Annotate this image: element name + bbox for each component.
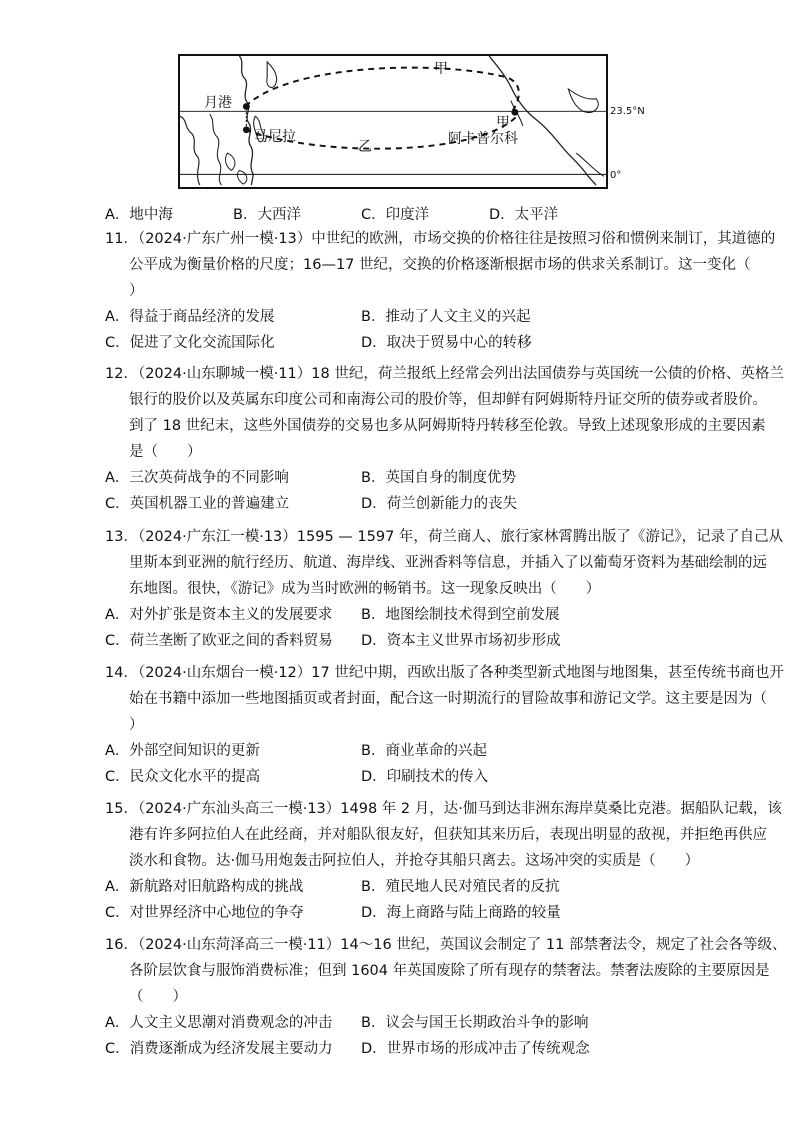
option-d: D．世界市场的形成冲击了传统观念	[361, 1041, 590, 1057]
question-line: 13．（2024·广东江一模·13）1595 — 1597 年，荷兰商人、旅行家林霄腾出版了《游记》，记录了自己从	[105, 529, 784, 545]
question-line: 12．（2024·山东聊城一模·11）18 世纪，荷兰报纸上经常会列出法国债券与英国统一公债的价格、英格兰	[105, 366, 784, 382]
option-b: B．地图绘制技术得到空前发展	[361, 607, 560, 623]
option-b: B．英国自身的制度优势	[361, 470, 516, 486]
map-drawing	[180, 56, 606, 187]
question-line: 14．（2024·山东烟台一模·12）17 世纪中期，西欧出版了各种类型新式地图与地图集，甚至传统书商也开	[105, 665, 784, 681]
option-a: A．对外扩张是资本主义的发展要求	[105, 607, 333, 623]
question-line: （ ）	[129, 989, 187, 1005]
route-jia	[245, 68, 518, 111]
option-d: D．海上商路与陆上商路的较量	[361, 905, 561, 921]
label-tropic: 23.5°N	[610, 106, 645, 117]
question-15	[105, 796, 782, 926]
option-a: A．外部空间知识的更新	[105, 743, 260, 759]
option-d: D．取决于贸易中心的转移	[361, 335, 532, 351]
q10-options	[105, 203, 665, 224]
question-line: 港有许多阿拉伯人在此经商，并对船队很友好，但获知其来历后，表现出明显的敌视，并拒绝再供应	[129, 827, 767, 843]
option-b: B．殖民地人民对殖民者的反抗	[361, 879, 560, 895]
yuegang-point	[243, 103, 250, 110]
option-c: C．消费逐渐成为经济发展主要动力	[105, 1041, 333, 1057]
option-d: D．荷兰创新能力的丧失	[361, 496, 518, 512]
question-line: ）	[129, 717, 144, 733]
question-line: 东地图。很快，《游记》成为当时欧洲的畅销书。这一现象反映出（ ）	[129, 581, 601, 597]
question-line: 11．（2024·广东广州一模·13）中世纪的欧洲，市场交换的价格往往是按照习俗和惯例来制订，其道德的	[105, 231, 776, 247]
question-line: ）	[129, 283, 144, 299]
label-route-jia-right: 甲	[496, 115, 510, 131]
question-16	[105, 932, 787, 1062]
question-line: 银行的股价以及英属东印度公司和南海公司的股价等，但却鲜有阿姆斯特丹证交所的债券或者股价。	[129, 392, 767, 408]
question-line: 始在书籍中添加一些地图插页或者封面，配合这一时期流行的冒险故事和游记文学。这主要是因为（	[129, 691, 767, 707]
question-line: 里斯本到亚洲的航行经历、航道、海岸线、亚洲香料等信息，并插入了以葡萄牙资料为基础绘制的远	[129, 555, 767, 571]
acapulco-point	[511, 109, 518, 116]
q10-option-a: A．地中海	[105, 207, 173, 223]
q10-option-c: C．印度洋	[361, 207, 430, 223]
option-a: A．得益于商品经济的发展	[105, 309, 275, 325]
option-b: B．推动了人文主义的兴起	[361, 309, 531, 325]
route-map	[178, 54, 608, 189]
question-13	[105, 524, 784, 654]
option-c: C．对世界经济中心地位的争夺	[105, 905, 304, 921]
option-b: B．商业革命的兴起	[361, 743, 487, 759]
question-line: 15．（2024·广东汕头高三一模·13）1498 年 2 月，达·伽马到达非洲东海岸莫桑比克港。据船队记载，该	[105, 801, 782, 817]
label-equator: 0°	[610, 170, 622, 181]
label-route-yi: 乙	[358, 139, 372, 155]
option-c: C．民众文化水平的提高	[105, 769, 261, 785]
option-c: C．荷兰垄断了欧亚之间的香料贸易	[105, 633, 333, 649]
option-a: A．人文主义思潮对消费观念的冲击	[105, 1015, 333, 1031]
question-14	[105, 660, 784, 790]
question-11	[105, 226, 776, 356]
manila-point	[243, 126, 250, 133]
option-c: C．促进了文化交流国际化	[105, 335, 275, 351]
island-cluster	[225, 153, 246, 184]
question-line: 是（ ）	[129, 444, 202, 460]
option-d: D．资本主义世界市场初步形成	[361, 633, 561, 649]
question-line: 淡水和食物。达·伽马用炮轰击阿拉伯人，并抢夺其船只离去。这场冲突的实质是（ ）	[129, 853, 700, 869]
option-a: A．三次英荷战争的不同影响	[105, 470, 289, 486]
option-b: B．议会与国王长期政治斗争的影响	[361, 1015, 589, 1031]
label-manila: 马尼拉	[254, 129, 296, 145]
question-line: 到了 18 世纪末，这些外国债券的交易也多从阿姆斯特丹转移至伦敦。导致上述现象形成的主要因素	[129, 418, 766, 434]
question-line: 各阶层饮食与服饰消费标准；但到 1604 年英国废除了所有现存的禁奢法。禁奢法废除的主要原因是	[129, 963, 770, 979]
q10-option-b: B．大西洋	[233, 207, 301, 223]
option-c: C．英国机器工业的普遍建立	[105, 496, 290, 512]
q10-option-d: D．太平洋	[489, 207, 559, 223]
question-line: 公平成为衡量价格的尺度；16—17 世纪，交换的价格逐渐根据市场的供求关系制订。这一变化（	[129, 257, 751, 273]
caribbean-coast	[568, 89, 598, 113]
label-yuegang: 月港	[204, 95, 232, 111]
question-line: 16．（2024·山东菏泽高三一模·11）14～16 世纪，英国议会制定了 11 部禁奢法令，规定了社会各等级、	[105, 937, 787, 953]
label-route-jia-top: 甲	[434, 61, 448, 77]
option-d: D．印刷技术的传入	[361, 769, 489, 785]
south-america-coast	[576, 153, 604, 176]
label-acapulco: 阿卡普尔科	[448, 131, 518, 147]
japan-island	[267, 62, 277, 88]
question-12	[105, 361, 784, 517]
option-a: A．新航路对旧航路构成的挑战	[105, 879, 304, 895]
